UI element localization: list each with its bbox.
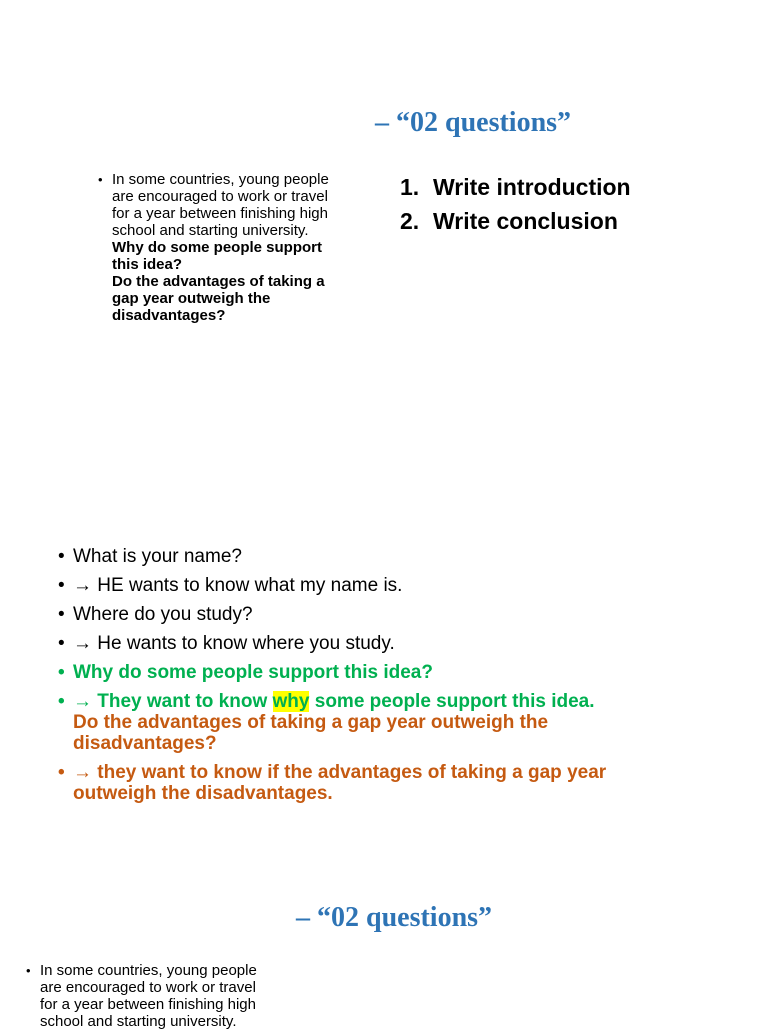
prompt-line: school and starting university. [112, 222, 309, 239]
task-item [400, 204, 631, 238]
question-line: Why do some people support [112, 239, 323, 256]
list-item-text: → He wants to know where you study. [73, 633, 395, 654]
answer-text: → They want to know [73, 691, 273, 712]
prompt-line: school and starting university. [40, 1013, 237, 1030]
list-item [58, 575, 606, 596]
list-item-text: Why do some people support this idea? [73, 662, 433, 683]
task-label: Write conclusion [433, 208, 618, 234]
task-number: 2. [400, 208, 420, 234]
list-item [58, 604, 606, 625]
bullet-dot: • [58, 546, 65, 567]
prompt-line: for a year between finishing high [112, 205, 328, 222]
list-item-text: Where do you study? [73, 604, 253, 625]
example-list [58, 546, 606, 812]
bullet-dot: • [58, 762, 65, 783]
task-number: 1. [400, 174, 420, 200]
bullet-dot: • [58, 633, 65, 654]
question-line: disadvantages? [73, 733, 217, 754]
question-line: this idea? [112, 256, 183, 273]
prompt-line: are encouraged to work or travel [112, 188, 328, 205]
bullet-dot: • [58, 691, 65, 712]
bullet-dot: • [26, 963, 31, 978]
list-item-text: What is your name? [73, 546, 242, 567]
list-item-text: → HE wants to know what my name is. [73, 575, 403, 596]
slide-1 [0, 0, 768, 505]
list-item [58, 633, 606, 654]
slide-title: – “02 questions” [296, 902, 493, 933]
prompt-line: for a year between finishing high [40, 996, 256, 1013]
question-line: Do the advantages of taking a gap year outweigh the [73, 712, 549, 733]
list-item [58, 762, 606, 804]
prompt-line: In some countries, young people [112, 171, 329, 188]
question-line: gap year outweigh the [112, 290, 271, 307]
task-list [400, 170, 631, 238]
slide-2 [0, 505, 768, 875]
prompt-line: In some countries, young people [40, 962, 257, 979]
question-line: Do the advantages of taking a [112, 273, 325, 290]
prompt-line: are encouraged to work or travel [40, 979, 256, 996]
slide-title: – “02 questions” [375, 107, 572, 138]
question-line: disadvantages? [112, 307, 226, 324]
answer-line: → they want to know if the advantages of taking a gap year [73, 762, 607, 783]
list-item [58, 662, 606, 683]
task-item [400, 170, 631, 204]
bullet-dot: • [98, 172, 103, 187]
task-label: Write introduction [433, 174, 631, 200]
bullet-dot: • [58, 575, 65, 596]
answer-text: some people support this idea. [309, 691, 595, 712]
answer-line [73, 691, 606, 712]
prompt-bullet [26, 962, 290, 1030]
prompt-bullet [98, 171, 362, 324]
bullet-dot: • [58, 662, 65, 683]
list-item [58, 546, 606, 567]
highlighted-word: why [272, 691, 310, 712]
slide-3 [0, 875, 768, 1030]
answer-line: outweigh the disadvantages. [73, 783, 333, 804]
bullet-dot: • [58, 604, 65, 625]
list-item [58, 691, 606, 754]
